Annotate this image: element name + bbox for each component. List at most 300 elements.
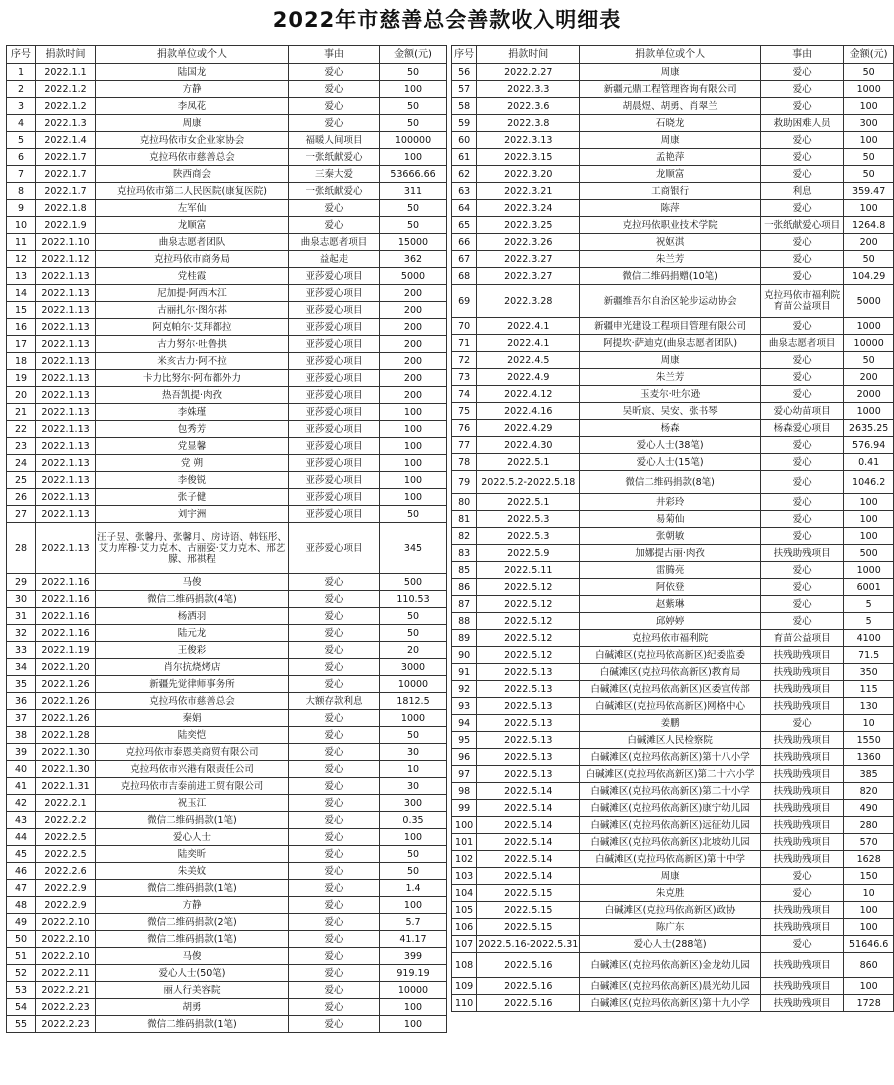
cell-amount: 570 <box>844 834 894 851</box>
cell-index: 83 <box>452 545 477 562</box>
table-row <box>7 285 447 302</box>
cell-index: 93 <box>452 698 477 715</box>
cell-index: 59 <box>452 115 477 132</box>
cell-date: 2022.2.10 <box>36 931 96 948</box>
cell-reason: 亚莎爱心项目 <box>289 472 380 489</box>
cell-index: 57 <box>452 81 477 98</box>
cell-reason: 扶残助残项目 <box>760 902 843 919</box>
cell-amount: 50 <box>380 608 447 625</box>
cell-index: 51 <box>7 948 36 965</box>
cell-reason: 益起走 <box>289 251 380 268</box>
cell-donor: 马俊 <box>96 574 289 591</box>
cell-index: 75 <box>452 403 477 420</box>
cell-donor: 玉麦尔·吐尔逊 <box>580 386 761 403</box>
cell-date: 2022.2.10 <box>36 914 96 931</box>
cell-amount: 50 <box>380 200 447 217</box>
cell-donor: 祝玉江 <box>96 795 289 812</box>
cell-index: 25 <box>7 472 36 489</box>
cell-reason: 亚莎爱心项目 <box>289 404 380 421</box>
header-amount: 金额(元) <box>844 46 894 64</box>
cell-donor: 李凤花 <box>96 98 289 115</box>
cell-date: 2022.1.13 <box>36 268 96 285</box>
cell-index: 18 <box>7 353 36 370</box>
cell-index: 19 <box>7 370 36 387</box>
cell-index: 90 <box>452 647 477 664</box>
cell-donor: 张朝敏 <box>580 528 761 545</box>
cell-reason: 亚莎爱心项目 <box>289 523 380 574</box>
table-row <box>452 251 894 268</box>
cell-index: 2 <box>7 81 36 98</box>
cell-donor: 雷腾亮 <box>580 562 761 579</box>
table-row <box>7 608 447 625</box>
cell-reason: 一张纸献爱心 <box>289 183 380 200</box>
cell-donor: 白碱滩区(克拉玛依高新区)第十九小学 <box>580 995 761 1012</box>
cell-donor: 龙顺富 <box>96 217 289 234</box>
table-row <box>7 370 447 387</box>
cell-donor: 石晓龙 <box>580 115 761 132</box>
cell-amount: 100 <box>844 132 894 149</box>
table-row <box>452 528 894 545</box>
cell-index: 27 <box>7 506 36 523</box>
cell-amount: 359.47 <box>844 183 894 200</box>
cell-reason: 爱心 <box>760 511 843 528</box>
cell-index: 6 <box>7 149 36 166</box>
cell-date: 2022.3.20 <box>477 166 580 183</box>
cell-date: 2022.1.7 <box>36 149 96 166</box>
cell-donor: 白碱滩区(克拉玛依高新区)区委宣传部 <box>580 681 761 698</box>
cell-index: 29 <box>7 574 36 591</box>
cell-index: 54 <box>7 999 36 1016</box>
table-row <box>452 766 894 783</box>
cell-reason: 爱心 <box>289 965 380 982</box>
cell-index: 36 <box>7 693 36 710</box>
cell-reason: 扶残助残项目 <box>760 732 843 749</box>
cell-amount: 50 <box>844 149 894 166</box>
cell-reason: 扶残助残项目 <box>760 800 843 817</box>
table-row <box>452 868 894 885</box>
cell-amount: 3000 <box>380 659 447 676</box>
cell-date: 2022.1.16 <box>36 591 96 608</box>
cell-index: 14 <box>7 285 36 302</box>
cell-amount: 50 <box>844 352 894 369</box>
cell-date: 2022.5.15 <box>477 885 580 902</box>
cell-reason: 爱心 <box>289 608 380 625</box>
cell-date: 2022.1.13 <box>36 455 96 472</box>
cell-amount: 50 <box>380 727 447 744</box>
cell-amount: 0.35 <box>380 812 447 829</box>
cell-reason: 扶残助残项目 <box>760 851 843 868</box>
cell-donor: 白碱滩区(克拉玛依高新区)网格中心 <box>580 698 761 715</box>
cell-donor: 党桂霞 <box>96 268 289 285</box>
cell-index: 104 <box>452 885 477 902</box>
cell-amount: 345 <box>380 523 447 574</box>
cell-index: 24 <box>7 455 36 472</box>
cell-index: 47 <box>7 880 36 897</box>
cell-amount: 500 <box>844 545 894 562</box>
cell-donor: 祝妪淇 <box>580 234 761 251</box>
table-row <box>7 387 447 404</box>
cell-amount: 1000 <box>844 403 894 420</box>
cell-amount: 53666.66 <box>380 166 447 183</box>
header-donor: 捐款单位或个人 <box>96 46 289 64</box>
cell-amount: 15000 <box>380 234 447 251</box>
cell-donor: 马俊 <box>96 948 289 965</box>
cell-date: 2022.1.26 <box>36 676 96 693</box>
cell-reason: 爱心 <box>760 369 843 386</box>
table-row <box>452 783 894 800</box>
cell-donor: 秦娟 <box>96 710 289 727</box>
cell-reason: 大额存款利息 <box>289 693 380 710</box>
cell-donor: 胡勇 <box>96 999 289 1016</box>
cell-donor: 陆元龙 <box>96 625 289 642</box>
table-row <box>452 919 894 936</box>
cell-index: 67 <box>452 251 477 268</box>
cell-index: 52 <box>7 965 36 982</box>
cell-date: 2022.5.13 <box>477 715 580 732</box>
cell-amount: 50 <box>844 251 894 268</box>
cell-date: 2022.5.1 <box>477 454 580 471</box>
table-row <box>452 217 894 234</box>
header-date: 捐款时间 <box>36 46 96 64</box>
table-row <box>7 829 447 846</box>
cell-date: 2022.2.1 <box>36 795 96 812</box>
cell-index: 101 <box>452 834 477 851</box>
cell-reason: 爱心 <box>289 642 380 659</box>
cell-amount: 1264.8 <box>844 217 894 234</box>
table-row <box>452 834 894 851</box>
cell-date: 2022.4.16 <box>477 403 580 420</box>
cell-date: 2022.1.13 <box>36 285 96 302</box>
cell-reason: 爱心 <box>760 200 843 217</box>
header-donor: 捐款单位或个人 <box>580 46 761 64</box>
cell-amount: 50 <box>380 625 447 642</box>
table-row <box>452 285 894 318</box>
cell-donor: 新疆维吾尔自治区轮步运动协会 <box>580 285 761 318</box>
cell-donor: 克拉玛依市女企业家协会 <box>96 132 289 149</box>
cell-amount: 576.94 <box>844 437 894 454</box>
cell-reason: 扶残助残项目 <box>760 995 843 1012</box>
cell-reason: 爱心 <box>760 98 843 115</box>
header-index: 序号 <box>452 46 477 64</box>
table-row <box>7 897 447 914</box>
cell-donor: 微信二维码捐款(1笔) <box>96 931 289 948</box>
cell-donor: 克拉玛依市兴港有限责任公司 <box>96 761 289 778</box>
table-row <box>7 625 447 642</box>
table-row <box>452 115 894 132</box>
table-row <box>7 64 447 81</box>
cell-date: 2022.3.28 <box>477 285 580 318</box>
cell-date: 2022.3.27 <box>477 251 580 268</box>
cell-index: 17 <box>7 336 36 353</box>
cell-index: 22 <box>7 421 36 438</box>
cell-donor: 杨洒羽 <box>96 608 289 625</box>
cell-index: 77 <box>452 437 477 454</box>
cell-date: 2022.5.13 <box>477 749 580 766</box>
cell-donor: 热吾凯提·肉孜 <box>96 387 289 404</box>
cell-reason: 爱心 <box>760 352 843 369</box>
cell-index: 33 <box>7 642 36 659</box>
table-row <box>7 268 447 285</box>
cell-donor: 爱心人士(288笔) <box>580 936 761 953</box>
cell-amount: 200 <box>380 302 447 319</box>
cell-donor: 白碱滩区(克拉玛依高新区)第二十六小学 <box>580 766 761 783</box>
cell-amount: 100 <box>380 421 447 438</box>
cell-reason: 爱心 <box>760 494 843 511</box>
cell-amount: 100 <box>380 897 447 914</box>
table-row <box>7 523 447 574</box>
table-row <box>452 978 894 995</box>
cell-index: 28 <box>7 523 36 574</box>
table-row <box>452 681 894 698</box>
table-row <box>7 319 447 336</box>
table-row <box>7 982 447 999</box>
cell-donor: 克拉玛依市第二人民医院(康复医院) <box>96 183 289 200</box>
cell-reason: 爱心 <box>760 715 843 732</box>
table-row <box>7 251 447 268</box>
cell-date: 2022.5.14 <box>477 800 580 817</box>
cell-index: 43 <box>7 812 36 829</box>
cell-donor: 白碱滩区人民检察院 <box>580 732 761 749</box>
page-title: 2022年市慈善总会善款收入明细表 <box>272 8 622 32</box>
table-row <box>452 995 894 1012</box>
cell-date: 2022.3.8 <box>477 115 580 132</box>
cell-amount: 919.19 <box>380 965 447 982</box>
cell-index: 12 <box>7 251 36 268</box>
cell-donor: 朱克胜 <box>580 885 761 902</box>
cell-reason: 救助困难人员 <box>760 115 843 132</box>
cell-date: 2022.2.9 <box>36 897 96 914</box>
cell-amount: 100 <box>380 489 447 506</box>
cell-index: 5 <box>7 132 36 149</box>
cell-reason: 爱心 <box>289 574 380 591</box>
cell-reason: 扶残助残项目 <box>760 766 843 783</box>
cell-amount: 100 <box>380 1016 447 1033</box>
cell-donor: 克拉玛依市泰恩美商贸有限公司 <box>96 744 289 761</box>
cell-index: 82 <box>452 528 477 545</box>
cell-amount: 100 <box>380 829 447 846</box>
cell-reason: 爱心 <box>289 217 380 234</box>
cell-donor: 工商银行 <box>580 183 761 200</box>
cell-donor: 朱兰芳 <box>580 369 761 386</box>
cell-date: 2022.5.14 <box>477 851 580 868</box>
cell-amount: 100 <box>380 81 447 98</box>
cell-reason: 爱心 <box>289 897 380 914</box>
cell-amount: 100 <box>380 472 447 489</box>
cell-reason: 爱心 <box>289 710 380 727</box>
cell-reason: 爱心 <box>289 829 380 846</box>
table-row <box>452 81 894 98</box>
cell-reason: 爱心 <box>760 454 843 471</box>
table-row <box>7 812 447 829</box>
cell-donor: 党显馨 <box>96 438 289 455</box>
cell-date: 2022.1.28 <box>36 727 96 744</box>
cell-date: 2022.5.13 <box>477 766 580 783</box>
cell-reason: 扶残助残项目 <box>760 978 843 995</box>
table-row <box>452 268 894 285</box>
table-row <box>7 778 447 795</box>
cell-donor: 陆国龙 <box>96 64 289 81</box>
cell-index: 4 <box>7 115 36 132</box>
cell-amount: 50 <box>380 217 447 234</box>
cell-amount: 100 <box>844 98 894 115</box>
cell-date: 2022.5.12 <box>477 579 580 596</box>
table-row <box>452 420 894 437</box>
table-row <box>7 217 447 234</box>
cell-reason: 育苗公益项目 <box>760 630 843 647</box>
cell-donor: 白碱滩区(克拉玛依高新区)教育局 <box>580 664 761 681</box>
table-row <box>7 200 447 217</box>
cell-index: 44 <box>7 829 36 846</box>
cell-amount: 10 <box>380 761 447 778</box>
cell-reason: 爱心 <box>289 744 380 761</box>
cell-reason: 爱心 <box>760 166 843 183</box>
cell-reason: 亚莎爱心项目 <box>289 455 380 472</box>
cell-reason: 三秦大爱 <box>289 166 380 183</box>
cell-date: 2022.4.12 <box>477 386 580 403</box>
cell-amount: 200 <box>380 370 447 387</box>
cell-donor: 王俊彩 <box>96 642 289 659</box>
table-row <box>452 630 894 647</box>
cell-donor: 周康 <box>96 115 289 132</box>
cell-date: 2022.5.12 <box>477 596 580 613</box>
cell-index: 30 <box>7 591 36 608</box>
cell-donor: 陆奕恺 <box>96 727 289 744</box>
cell-index: 108 <box>452 953 477 978</box>
cell-donor: 克拉玛依市慈善总会 <box>96 693 289 710</box>
cell-amount: 100 <box>844 494 894 511</box>
cell-amount: 200 <box>380 285 447 302</box>
cell-donor: 朱美妏 <box>96 863 289 880</box>
cell-reason: 爱心 <box>760 936 843 953</box>
cell-date: 2022.1.26 <box>36 693 96 710</box>
cell-date: 2022.1.10 <box>36 234 96 251</box>
table-row <box>7 404 447 421</box>
cell-amount: 50 <box>844 166 894 183</box>
cell-index: 76 <box>452 420 477 437</box>
cell-amount: 100 <box>380 438 447 455</box>
cell-date: 2022.1.2 <box>36 98 96 115</box>
cell-index: 10 <box>7 217 36 234</box>
cell-index: 89 <box>452 630 477 647</box>
table-row <box>452 851 894 868</box>
cell-index: 23 <box>7 438 36 455</box>
cell-index: 40 <box>7 761 36 778</box>
cell-reason: 杨森爱心项目 <box>760 420 843 437</box>
cell-date: 2022.1.4 <box>36 132 96 149</box>
table-row <box>7 81 447 98</box>
cell-reason: 爱心 <box>289 727 380 744</box>
table-row <box>7 642 447 659</box>
cell-index: 3 <box>7 98 36 115</box>
cell-amount: 30 <box>380 744 447 761</box>
cell-amount: 41.17 <box>380 931 447 948</box>
cell-donor: 阿依登 <box>580 579 761 596</box>
cell-date: 2022.2.5 <box>36 846 96 863</box>
cell-date: 2022.5.1 <box>477 494 580 511</box>
cell-donor: 微信二维码捐款(8笔) <box>580 471 761 494</box>
cell-reason: 扶残助残项目 <box>760 783 843 800</box>
table-row <box>452 902 894 919</box>
cell-date: 2022.1.7 <box>36 183 96 200</box>
table-row <box>452 494 894 511</box>
cell-date: 2022.2.2 <box>36 812 96 829</box>
cell-donor: 陈萍 <box>580 200 761 217</box>
cell-date: 2022.5.13 <box>477 698 580 715</box>
cell-index: 100 <box>452 817 477 834</box>
cell-reason: 一张纸献爱心项目 <box>760 217 843 234</box>
cell-index: 102 <box>452 851 477 868</box>
cell-date: 2022.1.8 <box>36 200 96 217</box>
table-row <box>7 863 447 880</box>
cell-amount: 10000 <box>844 335 894 352</box>
cell-date: 2022.1.13 <box>36 421 96 438</box>
table-row <box>7 234 447 251</box>
cell-reason: 爱心 <box>289 863 380 880</box>
cell-date: 2022.5.16-2022.5.31 <box>477 936 580 953</box>
cell-amount: 10 <box>844 885 894 902</box>
cell-amount: 200 <box>380 336 447 353</box>
cell-index: 68 <box>452 268 477 285</box>
cell-index: 49 <box>7 914 36 931</box>
cell-date: 2022.1.30 <box>36 761 96 778</box>
cell-amount: 399 <box>380 948 447 965</box>
cell-reason: 爱心 <box>760 437 843 454</box>
cell-amount: 200 <box>380 387 447 404</box>
cell-reason: 爱心 <box>289 931 380 948</box>
cell-donor: 左军仙 <box>96 200 289 217</box>
cell-amount: 50 <box>380 115 447 132</box>
cell-index: 73 <box>452 369 477 386</box>
cell-amount: 50 <box>380 64 447 81</box>
table-row <box>7 132 447 149</box>
cell-amount: 115 <box>844 681 894 698</box>
cell-donor: 爱心人士(15笔) <box>580 454 761 471</box>
cell-date: 2022.5.14 <box>477 868 580 885</box>
cell-date: 2022.3.6 <box>477 98 580 115</box>
cell-donor: 白碱滩区(克拉玛依高新区)北坡幼儿园 <box>580 834 761 851</box>
cell-donor: 周康 <box>580 64 761 81</box>
cell-donor: 陆奕昕 <box>96 846 289 863</box>
cell-reason: 爱心 <box>760 386 843 403</box>
table-row <box>7 183 447 200</box>
cell-reason: 扶残助残项目 <box>760 749 843 766</box>
cell-reason: 爱心 <box>760 132 843 149</box>
cell-reason: 爱心 <box>289 676 380 693</box>
cell-reason: 爱心 <box>289 200 380 217</box>
header-reason: 事由 <box>289 46 380 64</box>
cell-amount: 5000 <box>380 268 447 285</box>
table-header-row <box>7 46 447 64</box>
cell-reason: 爱心 <box>760 579 843 596</box>
cell-amount: 1000 <box>844 562 894 579</box>
cell-donor: 李俊锐 <box>96 472 289 489</box>
cell-reason: 爱心 <box>760 471 843 494</box>
table-row <box>7 744 447 761</box>
cell-reason: 福暖人间项目 <box>289 132 380 149</box>
cell-reason: 爱心幼苗项目 <box>760 403 843 420</box>
cell-date: 2022.1.26 <box>36 710 96 727</box>
cell-reason: 扶残助残项目 <box>760 664 843 681</box>
cell-index: 56 <box>452 64 477 81</box>
cell-reason: 爱心 <box>760 318 843 335</box>
table-row <box>7 676 447 693</box>
cell-reason: 爱心 <box>760 149 843 166</box>
cell-amount: 30 <box>380 778 447 795</box>
cell-date: 2022.4.1 <box>477 335 580 352</box>
cell-donor: 张子健 <box>96 489 289 506</box>
cell-date: 2022.1.13 <box>36 438 96 455</box>
cell-date: 2022.5.13 <box>477 664 580 681</box>
